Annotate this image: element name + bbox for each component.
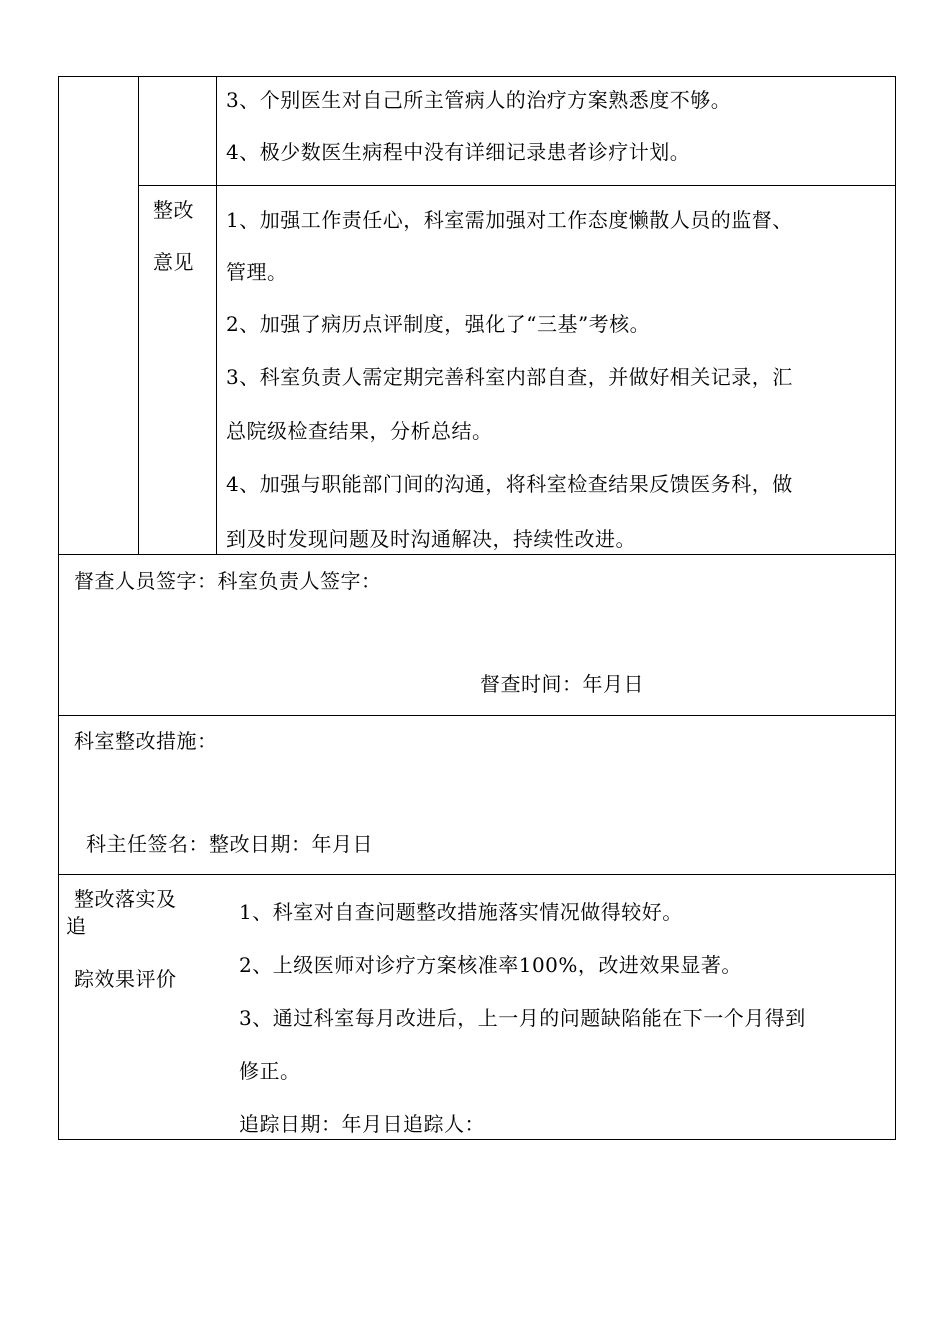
signature-line: 督查人员签字：科室负责人签字：: [74, 569, 382, 593]
opinion-line: 到及时发现问题及时沟通解决，持续性改进。: [226, 527, 636, 551]
opinions-label: 整改: [153, 198, 194, 222]
opinion-line: 2、加强了病历点评制度，强化了“三基”考核。: [226, 312, 651, 336]
evaluation-line: 3、通过科室每月改进后，上一月的问题缺陷能在下一个月得到: [239, 1006, 806, 1030]
opinion-line: 总院级检查结果，分析总结。: [226, 419, 493, 443]
opinions-label: 意见: [153, 250, 194, 274]
table-left-border: [58, 76, 59, 1140]
opinion-line: 4、加强与职能部门间的沟通，将科室检查结果反馈医务科，做: [226, 472, 793, 496]
row-divider-measures: [58, 715, 896, 716]
table-right-border: [895, 76, 896, 1140]
measures-sign-line: 科主任签名：整改日期：年月日: [86, 832, 373, 856]
column-divider-1: [138, 76, 139, 554]
table-top-border: [58, 76, 896, 77]
evaluation-line: 1、科室对自查问题整改措施落实情况做得较好。: [239, 900, 683, 924]
opinion-line: 管理。: [226, 260, 288, 284]
evaluation-label: 追: [66, 914, 87, 938]
problem-item: 3、个别医生对自己所主管病人的治疗方案熟悉度不够。: [226, 88, 732, 112]
row-divider-problems: [138, 185, 896, 186]
table-bottom-border: [58, 1139, 896, 1140]
evaluation-label: 整改落实及: [74, 887, 177, 911]
row-divider-signature: [58, 554, 896, 555]
opinion-line: 1、加强工作责任心，科室需加强对工作态度懒散人员的监督、: [226, 208, 793, 232]
inspection-date: 督查时间：年月日: [480, 672, 644, 696]
measures-title: 科室整改措施：: [74, 729, 218, 753]
problem-item: 4、极少数医生病程中没有详细记录患者诊疗计划。: [226, 140, 691, 164]
row-divider-evaluation: [58, 874, 896, 875]
column-divider-2: [216, 76, 217, 554]
evaluation-line: 修正。: [239, 1059, 301, 1083]
evaluation-line: 2、上级医师对诊疗方案核准率100%，改进效果显著。: [239, 953, 742, 977]
tracking-line: 追踪日期：年月日追踪人：: [239, 1112, 485, 1136]
evaluation-label: 踪效果评价: [74, 967, 177, 991]
opinion-line: 3、科室负责人需定期完善科室内部自查，并做好相关记录，汇: [226, 365, 793, 389]
